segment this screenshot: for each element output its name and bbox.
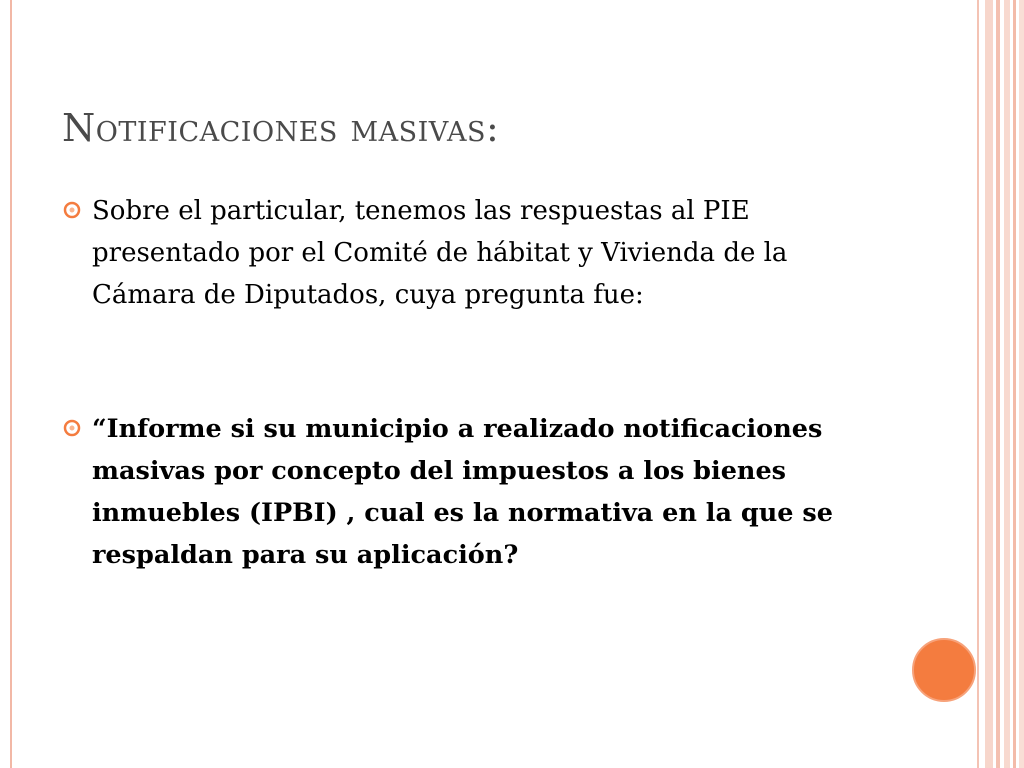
bullet-item xyxy=(62,190,942,316)
circular-bullet-icon xyxy=(62,200,82,220)
right-stripe xyxy=(996,0,1000,768)
circular-bullet-icon xyxy=(62,418,82,438)
left-border-line xyxy=(10,0,12,768)
right-stripe xyxy=(977,0,979,768)
right-stripe xyxy=(1013,0,1016,768)
right-stripe xyxy=(1004,0,1010,768)
bullet-text: Sobre el particular, tenemos las respuestas al PIE presentado por el Comité de hábitat y Vivienda de la Cámara de Diputados, cuya pregunta fue: xyxy=(92,196,788,310)
bullet-item xyxy=(62,408,942,576)
right-stripe xyxy=(985,0,993,768)
slide-title: Notificaciones masivas: xyxy=(62,106,500,150)
right-stripe xyxy=(1019,0,1024,768)
orange-circle-decoration xyxy=(912,638,976,702)
bullet-text: “Informe si su municipio a realizado notificaciones masivas por concepto del impuestos a los bienes inmuebles (IPBI) , cual es la normativa en la que se respaldan para su aplicación? xyxy=(92,414,833,570)
